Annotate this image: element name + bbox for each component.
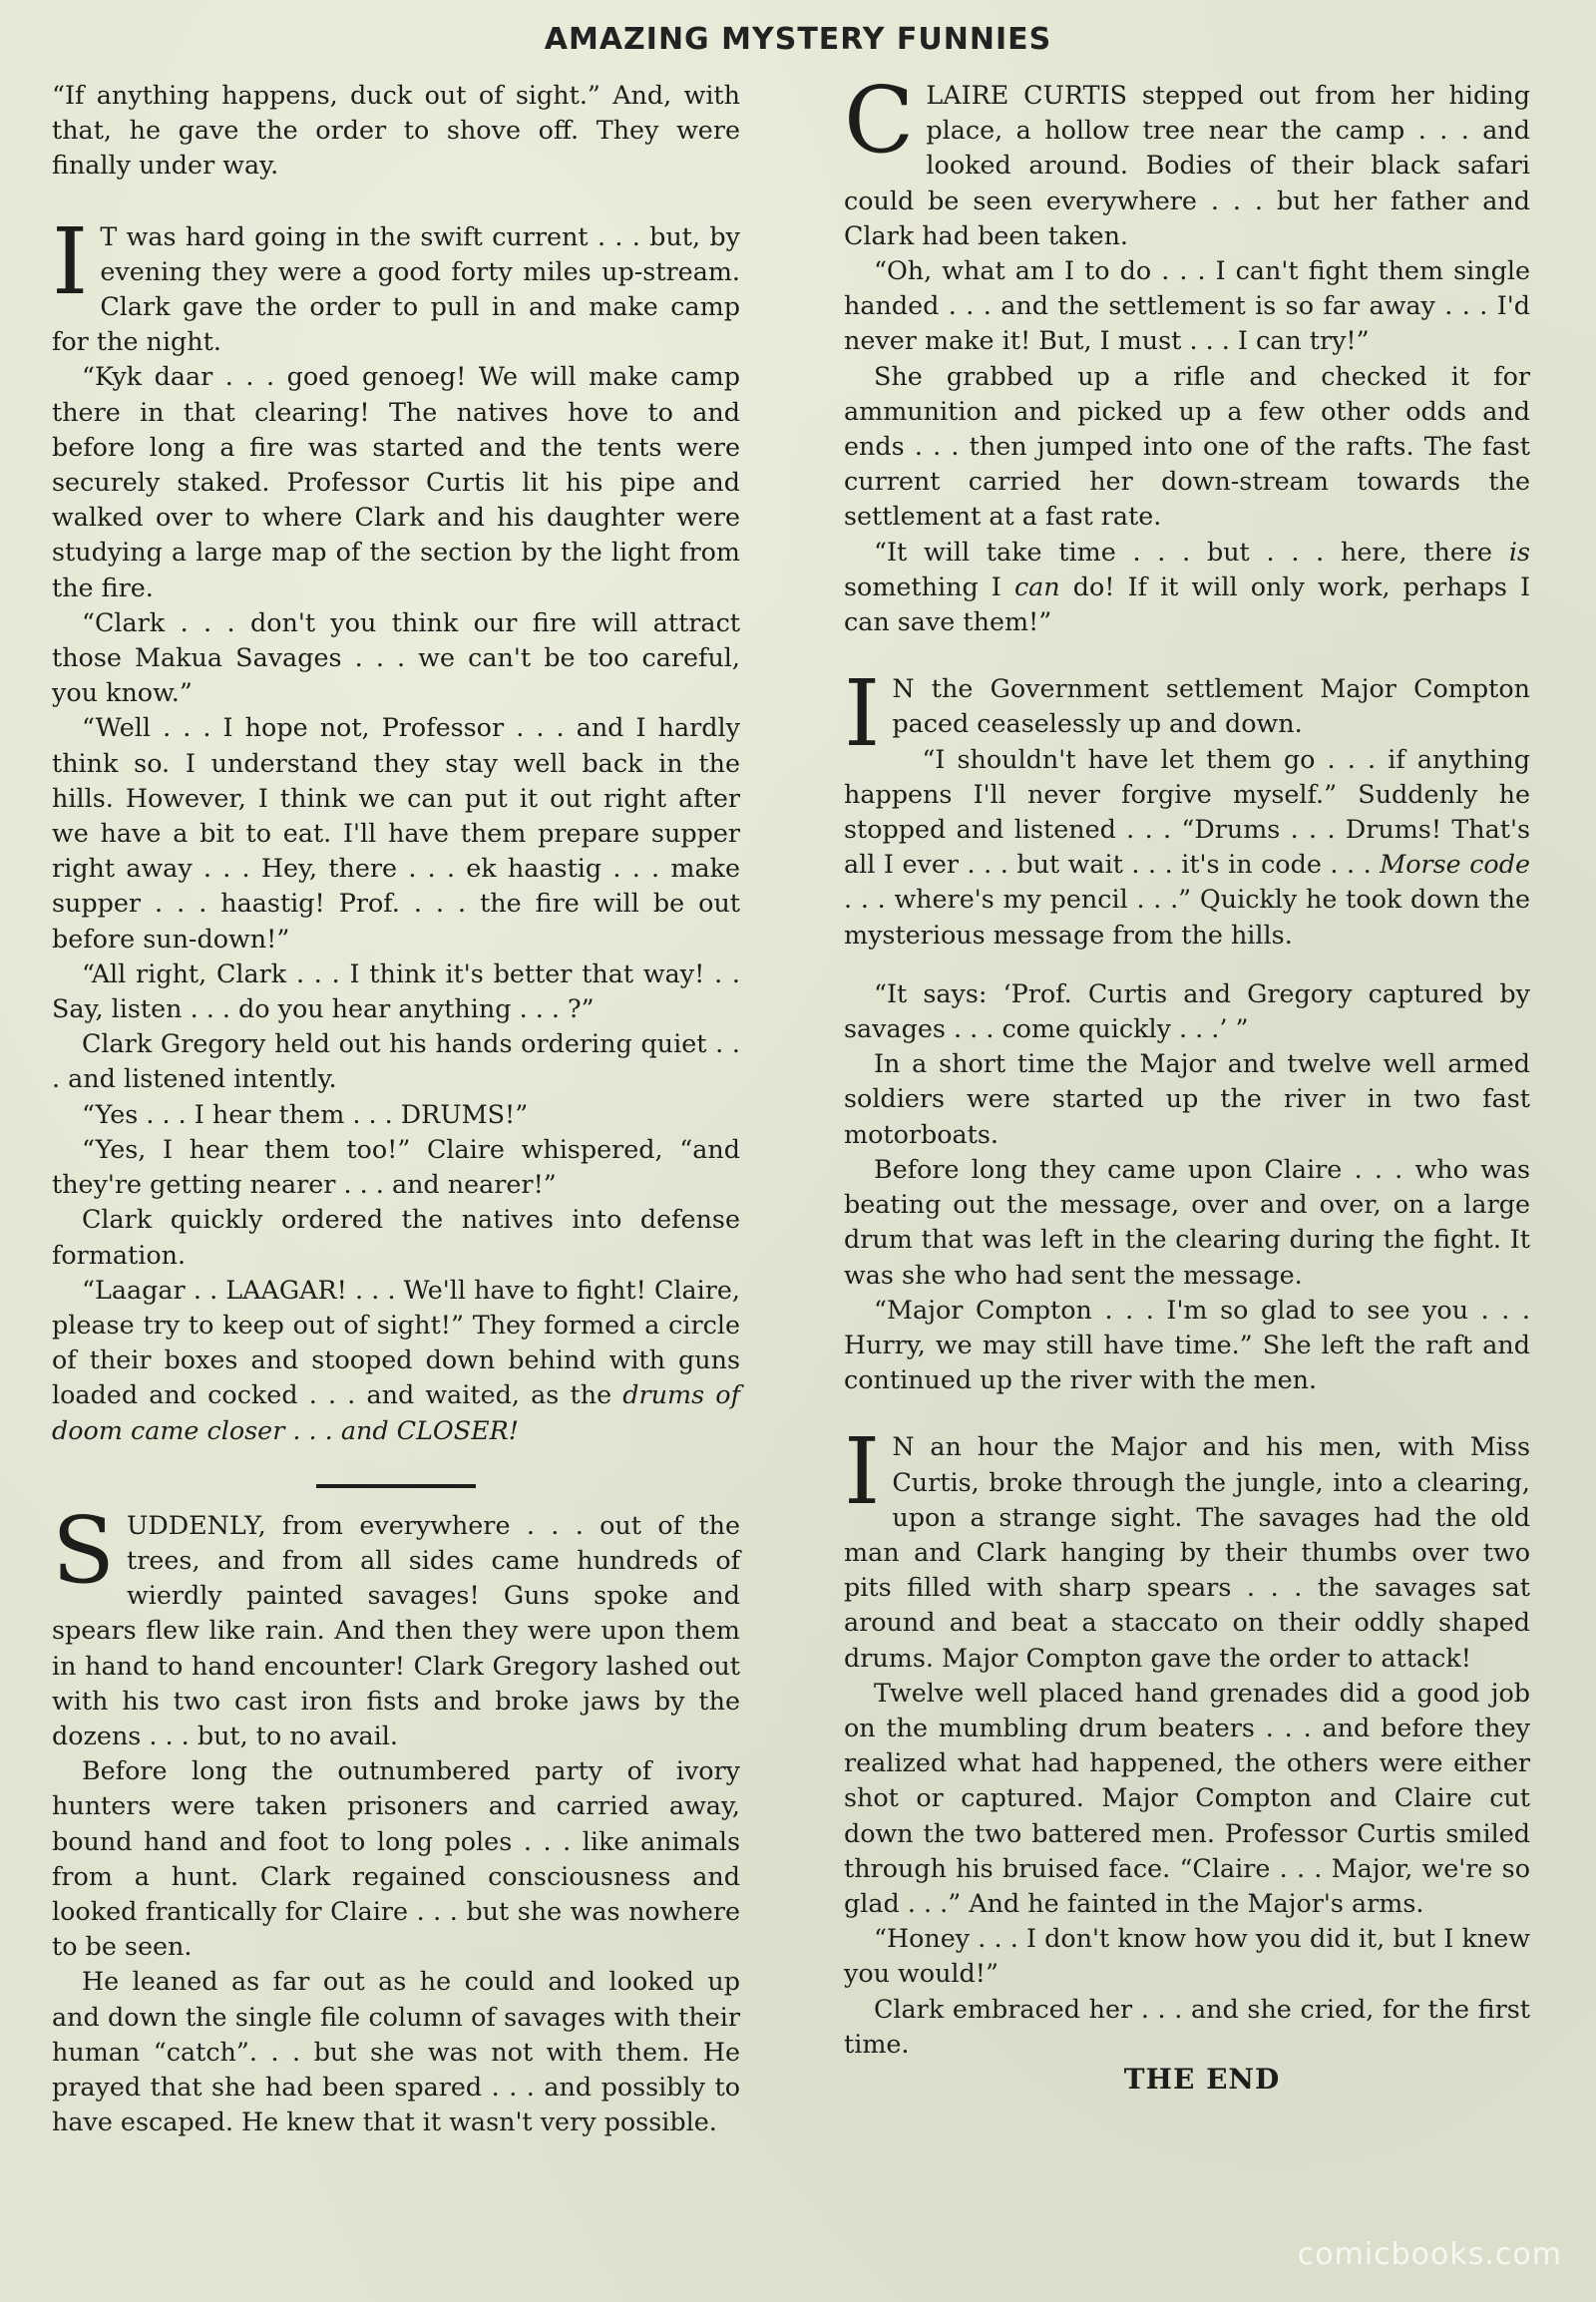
drop-cap: S	[52, 1496, 116, 1604]
paragraph-text: UDDENLY, from everywhere . . . out of the trees, and from all sides came hundreds of wierdly painted savages! Guns spoke and spears flew like rain. And then they were upon them in hand to hand encounter! Clark Gregory lashed out with his two cast iron fists and broke jaws by the dozens . . . but, to no avail.	[52, 1509, 740, 1750]
paragraph: In a short time the Major and twelve well armed soldiers were started up the river in two fast motorboats.	[844, 1048, 1530, 1149]
paragraph	[844, 535, 1530, 640]
paragraph: She grabbed up a rifle and checked it for ammunition and picked up a few other odds and ends . . . then jumped into one of the rafts. The fast current carried her down-stream towards the settlement at a fast rate.	[844, 360, 1530, 532]
paragraph: “Yes . . . I hear them . . . DRUMS!”	[82, 1098, 529, 1129]
paragraph	[844, 742, 1530, 953]
section-divider	[316, 1484, 476, 1488]
paragraph: Clark embraced her . . . and she cried, for the first time.	[844, 1993, 1530, 2059]
paragraph: Before long the outnumbered party of ivory hunters were taken prisoners and carried away, bound hand and foot to long poles . . . like animals from a hunt. Clark regained consciousness and looked frantically for Claire . . . but she was nowhere to be seen.	[52, 1755, 740, 1962]
paragraph: “If anything happens, duck out of sight.” And, with that, he gave the order to shove off. They were finally under way.	[52, 80, 740, 181]
paragraph-text: do! If it will only work, perhaps I can save them!”	[844, 571, 1530, 637]
paragraph: “Oh, what am I to do . . . I can't fight them single handed . . . and the settlement is so far away . . . I'd never make it! But, I must . . . I can try!”	[844, 255, 1530, 356]
paragraph: “Well . . . I hope not, Professor . . . and I hardly think so. I understand they stay well back in the hills. However, I think we can put it out right after we have a bit to eat. I'll have them prepare supper right away . . . Hey, there . . . ek haastig . . . make supper . . . haastig! Prof. . . . the fire will be out before sun-down!”	[52, 712, 740, 954]
paragraph-italic: Morse code	[1380, 849, 1530, 880]
paragraph-text: “I shouldn't have let them go . . . if anything happens I'll never forgive myself.” Suddenly he stopped and listened . . . “Drums . . . Drums! That's all I ever . . . but wait . . . it's in code . . .	[844, 743, 1530, 880]
paragraph-dropcap	[844, 1418, 1530, 1675]
paragraph-italic: is	[1508, 536, 1530, 567]
the-end: THE END	[1123, 2062, 1281, 2096]
paragraph: Clark Gregory held out his hands ordering quiet . . . and listened intently.	[52, 1028, 740, 1094]
drop-cap: I	[844, 1418, 881, 1526]
paragraph-dropcap	[52, 207, 740, 360]
drop-cap: C	[844, 67, 915, 174]
paragraph: “Major Compton . . . I'm so glad to see you . . . Hurry, we may still have time.” She left the raft and continued up the river with the men.	[844, 1294, 1530, 1395]
paragraph: Before long they came upon Claire . . . who was beating out the message, over and over, on a large drum that was left in the clearing during the fight. It was she who had sent the message.	[844, 1153, 1530, 1290]
paragraph-dropcap	[844, 67, 1530, 253]
paragraph: He leaned as far out as he could and looked up and down the single file column of savages with their human “catch”. . . but she was not with them. He prayed that she had been spared . . . and possibly to have escaped. He knew that it wasn't very possible.	[52, 1966, 740, 2137]
right-column	[844, 67, 1530, 2097]
paragraph: Twelve well placed hand grenades did a good job on the mumbling drum beaters . . . and before they realized what had happened, the others were either shot or captured. Major Compton and Claire cut down the two battered men. Professor Curtis smiled through his bruised face. “Claire . . . Major, we're so glad . . .” And he fainted in the Major's arms.	[844, 1677, 1530, 1918]
watermark-text: comicbooks.com	[1297, 2237, 1562, 2272]
paragraph-text: “Laagar . . LAAGAR! . . . We'll have to fight! Claire, please try to keep out of sight!” They formed a circle of their boxes and stooped down behind with guns loaded and cocked . . . and waited, as the	[52, 1274, 740, 1410]
paragraph: “Honey . . . I don't know how you did it, but I knew you would!”	[844, 1923, 1530, 1989]
paragraph-dropcap	[52, 1496, 740, 1753]
left-column	[52, 78, 740, 2139]
paragraph: “It says: ‘Prof. Curtis and Gregory captured by savages . . . come quickly . . .’ ”	[844, 977, 1530, 1044]
paragraph-text: N the Government settlement Major Compton paced ceaselessly up and down.	[892, 673, 1530, 739]
drop-cap: I	[844, 660, 881, 768]
paragraph-text: LAIRE CURTIS stepped out from her hiding place, a hollow tree near the camp . . . and looked around. Bodies of their black safari could be seen everywhere . . . but her father and Clark had been taken.	[844, 80, 1530, 250]
paragraph: “Yes, I hear them too!” Claire whispered, “and they're getting nearer . . . and nearer!”	[52, 1133, 740, 1200]
paragraph	[52, 1273, 740, 1448]
paragraph-text: “It will take time . . . but . . . here, there	[874, 536, 1509, 567]
paragraph-text: N an hour the Major and his men, with Miss Curtis, broke through the jungle, into a clearing, upon a strange sight. The savages had the old man and Clark hanging by their thumbs over two pits filled with sharp spears . . . the savages sat around and beat a staccato on their oddly shaped drums. Major Compton gave the order to attack!	[844, 1431, 1530, 1673]
paragraph: Clark quickly ordered the natives into defense formation.	[52, 1204, 740, 1270]
paragraph: “Clark . . . don't you think our fire will attract those Makua Savages . . . we can't be too careful, you know.”	[52, 606, 740, 708]
paragraph-italic: can	[1013, 571, 1060, 601]
paragraph-italic: drums of doom came closer . . . and CLOSER!	[52, 1379, 740, 1445]
paragraph: “All right, Clark . . . I think it's better that way! . . Say, listen . . . do you hear anything . . . ?”	[52, 958, 740, 1024]
paragraph: “Kyk daar . . . goed genoeg! We will make camp there in that clearing! The natives hove to and before long a fire was started and the tents were securely staked. Professor Curtis lit his pipe and walked over to where Clark and his daughter were studying a large map of the section by the light from the fire.	[52, 361, 740, 602]
paragraph-text: something I	[844, 571, 1014, 601]
paragraph-dropcap	[844, 660, 1530, 768]
drop-cap: I	[52, 207, 89, 315]
paragraph-text: . . . where's my pencil . . .” Quickly he took down the mysterious message from the hills.	[844, 884, 1530, 950]
page-header: AMAZING MYSTERY FUNNIES	[544, 22, 1052, 57]
paragraph-text: T was hard going in the swift current . . . but, by evening they were a good forty miles up-stream. Clark gave the order to pull in and make camp for the night.	[52, 220, 740, 357]
